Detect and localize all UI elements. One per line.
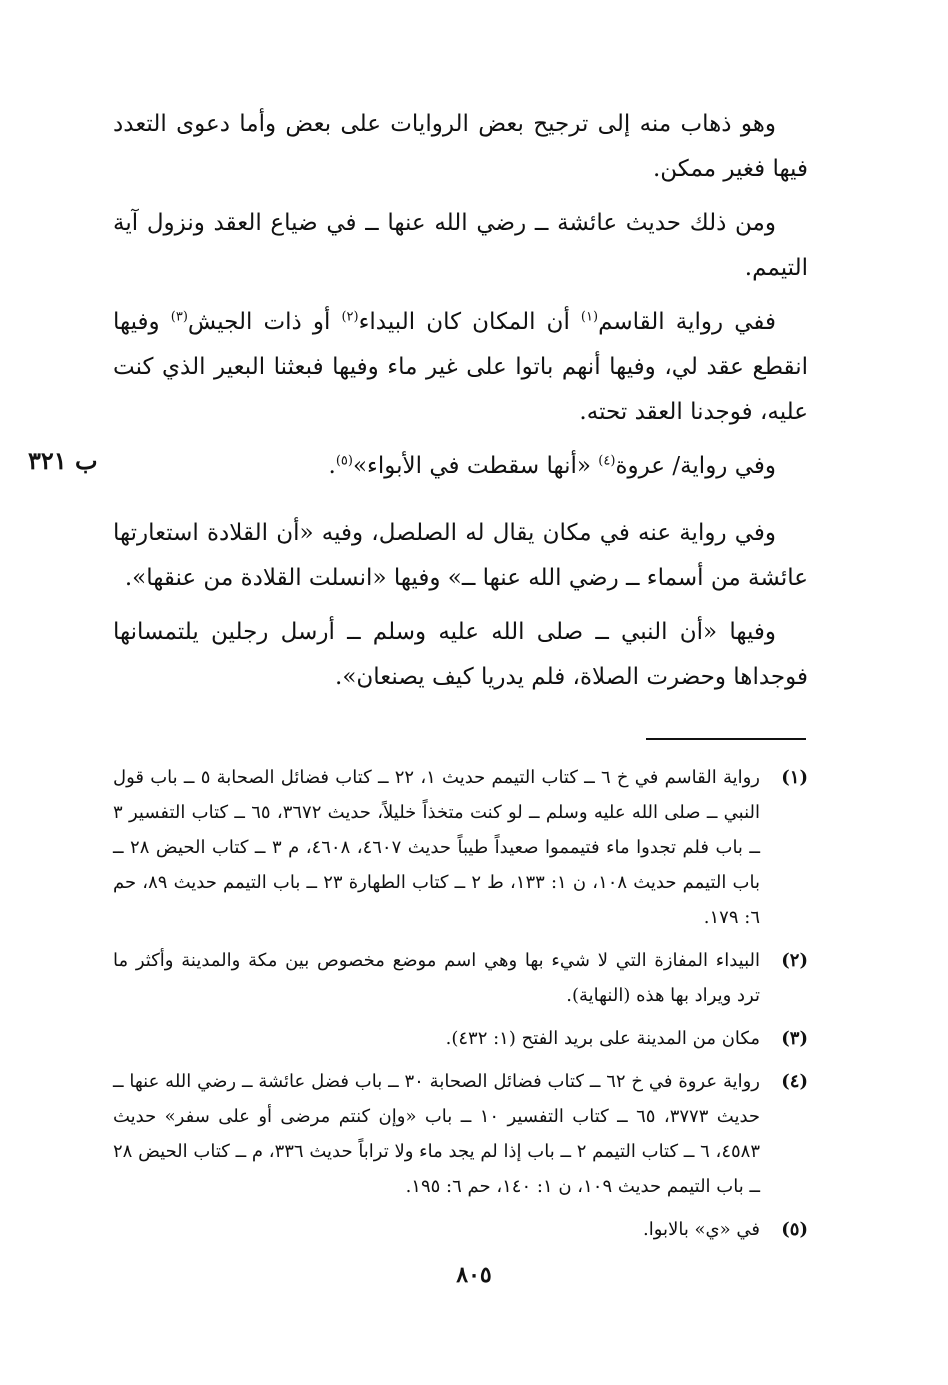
main-text (113, 102, 808, 709)
footnote-1 (113, 760, 808, 935)
footnote-3 (113, 1021, 808, 1056)
paragraph-3-part-d: وفيها انقطع عقد لي، وفيها أنهم باتوا على غير ماء وفيها فبعثنا البعير الذي كنت عليه، فوجدنا العقد تحته. (113, 309, 808, 425)
paragraph-1: وهو ذهاب منه إلى ترجيح بعض الروايات على بعض وأما دعوى التعدد فيها فغير ممكن. (113, 111, 808, 182)
paragraph-4-part-a: وفي رواية/ عروة (615, 453, 776, 479)
paragraph-4 (113, 444, 808, 489)
footnote-number: (٤) (781, 1071, 808, 1092)
footnote-number: (٣) (781, 1028, 808, 1049)
paragraph-4-part-b: «أنها سقطت في الأبواء» (352, 453, 599, 479)
paragraph-3-part-a: ففي رواية القاسم (598, 309, 776, 335)
paragraph-3 (113, 300, 808, 435)
footnote-number: (١) (781, 767, 808, 788)
footnote-number: (٥) (781, 1219, 808, 1240)
paragraph-4-part-c: . (328, 453, 336, 479)
page-number: ٨٠٥ (456, 1262, 492, 1288)
footnote-2 (113, 943, 808, 1013)
footnote-number: (٢) (781, 950, 808, 971)
footnote-ref-1[interactable]: (١) (580, 309, 599, 325)
footnote-text: البيداء المفازة التي لا شيء بها وهي اسم موضع مخصوص بين مكة والمدينة وأكثر ما ترد ويراد بها هذه (النهاية). (113, 950, 760, 1006)
paragraph-5: وفي رواية عنه في مكان يقال له الصلصل، وفيه «أن القلادة استعارتها عائشة من أسماء ــ رضي الله عنها ــ» وفيها «انسلت القلادة من عنقها». (113, 520, 808, 591)
paragraph-6: وفيها «أن النبي ــ صلى الله عليه وسلم ــ أرسل رجلين يلتمسانها فوجداها وحضرت الصلاة، فلم يدريا كيف يصنعان». (113, 619, 808, 690)
footnote-ref-4[interactable]: (٤) (598, 453, 616, 469)
footnote-text: رواية عروة في خ ٦٢ ــ كتاب فضائل الصحابة ٣٠ ــ باب فضل عائشة ــ رضي الله عنها ــ حديث ٣٧٧٣، ٦٥ ــ كتاب التفسير ١٠ ــ باب «وإن كنتم مرضى أو على سفر» حديث ٤٥٨٣، ٦ ــ كتاب التيمم ٢ ــ باب إذا لم يجد ماء ولا تراباً حديث ٣٣٦، م ــ كتاب الحيض ٢٨ ــ باب التيمم حديث ١٠٩، ن ١: ١٤٠، حم ٦: ١٩٥. (113, 1071, 761, 1197)
footnote-5 (113, 1212, 808, 1247)
footnote-ref-2[interactable]: (٢) (341, 309, 359, 325)
footnote-ref-5[interactable]: (٥) (335, 453, 353, 469)
manuscript-folio-marker: ب ٣٢١ (28, 446, 98, 475)
footnote-text: في «ي» بالابوا. (643, 1219, 760, 1240)
footnote-text: مكان من المدينة على بريد الفتح (١: ٤٣٢). (445, 1028, 760, 1049)
footnote-text: رواية القاسم في خ ٦ ــ كتاب التيمم حديث ١، ٢٢ ــ كتاب فضائل الصحابة ٥ ــ باب قول النبي ــ صلى الله عليه وسلم ــ لو كنت متخذاً خليلاً، حديث ٣٦٧٢، ٦٥ ــ كتاب التفسير ٣ ــ باب فلم تجدوا ماء فتيمموا صعيداً طيباً حديث ٤٦٠٧، ٤٦٠٨، م ٣ ــ كتاب الحيض ٢٨ ــ باب التيمم حديث ١٠٨، ن ١: ١٣٣، ط ٢ ــ كتاب الطهارة ٢٣ ــ باب التيمم حديث ٨٩، حم ٦: ١٧٩. (113, 767, 761, 928)
footnotes (113, 760, 808, 1255)
footnote-4 (113, 1064, 808, 1204)
footnote-ref-3[interactable]: (٣) (170, 309, 188, 325)
footnote-separator (646, 738, 806, 740)
paragraph-3-part-c: أو ذات الجيش (187, 309, 342, 335)
paragraph-3-part-b: أن المكان كان البيداء (358, 309, 581, 335)
paragraph-2: ومن ذلك حديث عائشة ــ رضي الله عنها ــ في ضياع العقد ونزول آية التيمم. (113, 210, 808, 281)
